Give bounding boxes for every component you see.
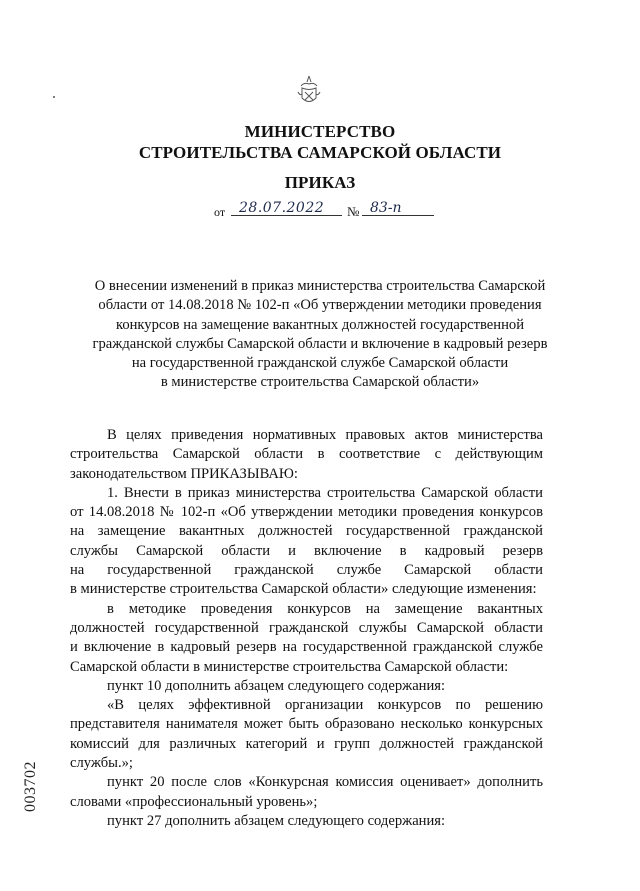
body-line: на государственной гражданской службе Самарской области [70, 562, 543, 579]
order-date: 28.07.2022 [231, 200, 342, 216]
scan-dot [53, 96, 55, 98]
body-line: В целях приведения нормативных правовых актов министерства [107, 427, 543, 443]
body-line: пункт 10 дополнить абзацем следующего содержания: [107, 677, 446, 694]
body-line: в министерстве строительства Самарской области» следующие изменения: [70, 581, 537, 598]
coat-of-arms-icon [292, 72, 326, 108]
body-line: службы Самарской области и включение в кадровый резерв [70, 542, 543, 559]
body-line: и включение в кадровый резерв на государственной гражданской службе [70, 639, 543, 656]
subject-line: О внесении изменений в приказ министерства строительства Самарской [94, 278, 546, 294]
ministry-name-line1: МИНИСТЕРСТВО [244, 122, 396, 141]
body-line: пункт 20 после слов «Конкурсная комиссия оценивает» дополнить [107, 774, 543, 791]
date-prefix: от [214, 205, 226, 219]
body-line: должностей государственной гражданской службы Самарской области [70, 619, 543, 636]
subject-line: на государственной гражданской службе Самарской области [131, 355, 509, 372]
subject-line: в министерстве строительства Самарской области» [160, 374, 480, 391]
body-line: 1. Внести в приказ министерства строительства Самарской области [107, 484, 543, 501]
order-title: ПРИКАЗ [284, 173, 356, 192]
body-line: пункт 27 дополнить абзацем следующего содержания: [107, 812, 446, 829]
body-line: строительства Самарской области в соответствие с действующим [70, 446, 543, 463]
body-line: словами «профессиональный уровень»; [70, 793, 318, 810]
body-line: комиссий для различных категорий и групп должностей гражданской [70, 735, 543, 752]
order-date-number-line [214, 200, 444, 222]
side-serial-number: 003702 [22, 761, 39, 812]
subject-line: конкурсов на замещение вакантных должностей государственной [115, 316, 525, 333]
order-body [70, 426, 543, 831]
order-number: 83-п [362, 200, 434, 216]
subject-line: области от 14.08.2018 № 102-п «Об утверждении методики проведения [98, 297, 542, 314]
body-line: законодательством ПРИКАЗЫВАЮ: [70, 465, 298, 482]
ministry-name-line2: СТРОИТЕЛЬСТВА САМАРСКОЙ ОБЛАСТИ [138, 143, 502, 162]
body-line: «В целях эффективной организации конкурсов по решению [107, 697, 543, 714]
body-line: в методике проведения конкурсов на замещение вакантных [107, 600, 543, 617]
number-sign: № [347, 204, 360, 219]
body-line: представителя нанимателя может быть образовано несколько конкурсных [70, 716, 543, 733]
order-subject [80, 277, 560, 393]
body-line: на замещение вакантных должностей государственной гражданской [70, 523, 543, 540]
body-line: от 14.08.2018 № 102-п «Об утверждении методики проведения конкурсов [70, 504, 543, 521]
subject-line: гражданской службы Самарской области и включение в кадровый резерв [92, 335, 548, 352]
body-line: службы.»; [70, 755, 133, 772]
body-line: Самарской области в министерстве строительства Самарской области: [70, 658, 509, 675]
